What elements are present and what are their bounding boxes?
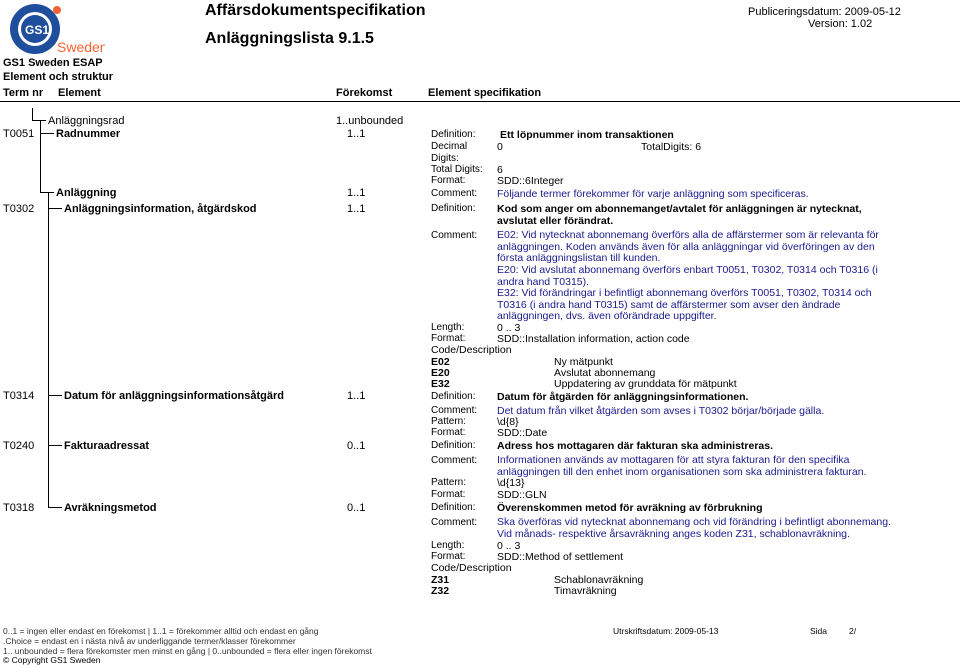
occurrence: 0..1: [347, 502, 366, 514]
occurrence: 1..1: [347, 203, 366, 215]
code: Z31: [431, 574, 450, 586]
col-term-nr: Term nr: [3, 87, 44, 99]
esap-label: GS1 Sweden ESAP: [3, 57, 103, 69]
definition-label: Definition:: [431, 129, 476, 140]
total-digits-value: 6: [497, 164, 503, 176]
element-name: Anläggning: [56, 187, 117, 199]
occurrence: 1..1: [347, 128, 366, 140]
term-number: T0051: [3, 128, 35, 140]
document-subtitle: Anläggningslista 9.1.5: [205, 30, 374, 47]
element-name: Fakturaadressat: [64, 440, 149, 452]
length-label: Length:: [431, 322, 465, 333]
code-description: Avslutat abonnemang: [554, 367, 656, 379]
pattern-value: \d{13}: [497, 477, 525, 489]
tree-connector: [32, 108, 46, 121]
definition-text: Ett löpnummer inom transaktionen: [500, 129, 674, 141]
occurrence: 1..1: [347, 390, 366, 402]
definition-label: Definition:: [431, 440, 476, 451]
occurrence: 0..1: [347, 440, 366, 452]
tree-connector: [40, 134, 54, 193]
comment-text: Ska överföras vid nytecknat abonnemang och vid förändring i befintligt abonnemang. Vid månads- respektive årsavräkning anges koden Z31, schablonavräkning.: [497, 516, 891, 540]
tree-connector: [48, 446, 62, 508]
comment-label: Comment:: [431, 405, 478, 416]
publication-date: Publiceringsdatum: 2009-05-12: [748, 6, 901, 18]
definition-text: Adress hos mottagaren där fakturan ska administreras.: [497, 440, 774, 452]
term-number: T0318: [3, 502, 35, 514]
code-description: Uppdatering av grunddata för mätpunkt: [554, 378, 737, 390]
term-number: T0240: [3, 440, 35, 452]
format-value: SDD::GLN: [497, 489, 547, 501]
term-number: T0314: [3, 390, 35, 402]
element-name: Anläggningsinformation, åtgärdskod: [64, 203, 257, 215]
code: E02: [431, 356, 450, 368]
length-value: 0 .. 3: [497, 540, 521, 552]
format-label: Format:: [431, 489, 466, 500]
section-label: Element och struktur: [3, 71, 114, 83]
tree-connector: [48, 396, 62, 446]
col-element-spec: Element specifikation: [428, 87, 542, 99]
code: E32: [431, 378, 450, 390]
gs1-sweden-logo: [5, 2, 105, 57]
col-occurrence: Förekomst: [336, 87, 393, 99]
svg-text:GS1: GS1: [25, 23, 50, 37]
occurrence: 1..1: [347, 187, 366, 199]
copyright: © Copyright GS1 Sweden: [3, 655, 101, 665]
print-date: Utrskriftsdatum: 2009-05-13: [613, 626, 719, 636]
comment-label: Comment:: [431, 455, 478, 466]
comment-text: E20: Vid avslutat abonnemang överförs enbart T0051, T0302, T0314 och T0316 (i andra hand T0315).: [497, 264, 878, 288]
page-number: 2/: [849, 626, 857, 636]
comment-text: Det datum från vilket åtgärden som avses i T0302 börjar/började gälla.: [497, 405, 825, 417]
definition-label: Definition:: [431, 391, 476, 402]
element-name: Anläggningsrad: [48, 115, 125, 127]
totaldigits-value: TotalDigits: 6: [641, 141, 702, 153]
format-value: SDD::6Integer: [497, 175, 564, 187]
pattern-label: Pattern:: [431, 416, 467, 427]
element-name: Datum för anläggningsinformationsåtgärd: [64, 390, 285, 402]
total-digits-label: Total Digits:: [431, 164, 483, 175]
definition-text: Datum för åtgärden för anläggningsinformationen.: [497, 391, 749, 403]
element-name: Avräkningsmetod: [64, 502, 157, 514]
definition-text: Kod som anger om abonnemanget/avtalet för anläggningen är nytecknat, avslutat eller förändrat.: [497, 203, 862, 227]
definition-label: Definition:: [431, 502, 476, 513]
format-value: SDD::Date: [497, 427, 548, 439]
length-label: Length:: [431, 540, 465, 551]
footer-legend: 1.. unbounded = flera förekomster men minst en gång | 0..unbounded = flera eller ingen förekomst: [3, 646, 372, 656]
code-description-header: Code/Description: [431, 344, 512, 356]
comment-text: Följande termer förekommer för varje anläggning som specificeras.: [497, 188, 809, 200]
element-name: Radnummer: [56, 128, 121, 140]
occurrence: 1..unbounded: [336, 115, 404, 127]
footer-legend: 0..1 = ingen eller endast en förekomst | 1..1 = förekommer alltid och endast en gång: [3, 626, 319, 636]
document-version: Version: 1.02: [808, 18, 873, 30]
code: E20: [431, 367, 450, 379]
comment-text: Informationen används av mottagaren för att styra fakturan för den specifika anläggningen till den enhet inom organisationen som ska administrera fakturan.: [497, 454, 867, 478]
definition-text: Överenskommen metod för avräkning av förbrukning: [497, 502, 763, 514]
format-value: SDD::Method of settlement: [497, 551, 624, 563]
code-description-header: Code/Description: [431, 562, 512, 574]
pattern-value: \d{8}: [497, 416, 519, 428]
format-label: Format:: [431, 333, 466, 344]
comment-text: E02: Vid nytecknat abonnemang överförs alla de affärstermer som är relevanta för anläggningen. Koden används även för alla anläggningar vid överföringen av den första anläggningslistan till kunden.: [497, 229, 879, 264]
format-label: Format:: [431, 427, 466, 438]
format-value: SDD::Installation information, action code: [497, 333, 690, 345]
format-label: Format:: [431, 551, 466, 562]
length-value: 0 .. 3: [497, 322, 521, 334]
code-description: Ny mätpunkt: [554, 356, 613, 368]
code-description: Schablonavräkning: [554, 574, 644, 586]
decimal-value: 0: [497, 141, 503, 153]
format-label: Format:: [431, 175, 466, 186]
term-number: T0302: [3, 203, 35, 215]
col-element: Element: [58, 87, 101, 99]
comment-text: E32: Vid förändringar i befintligt abonnemang överförs T0051, T0302, T0314 och T0316 (i andra hand T0315) samt de affärstermer som avser den ändrade anläggningen, dvs. även oförändrade uppgifter.: [497, 287, 872, 322]
footer-legend: .Choice = endast en i nästa nivå av underliggande termer/klasser förekommer: [3, 636, 296, 646]
definition-label: Definition:: [431, 203, 476, 214]
svg-text:Sweden: Sweden: [57, 39, 105, 55]
decimal-label: Decimal: [431, 141, 468, 152]
document-title: Affärsdokumentspecifikation: [205, 2, 426, 19]
page-label: Sida: [810, 626, 828, 636]
comment-label: Comment:: [431, 517, 478, 528]
comment-label: Comment:: [431, 230, 478, 241]
code: Z32: [431, 585, 450, 597]
code-description: Timavräkning: [554, 585, 617, 597]
pattern-label: Pattern:: [431, 477, 467, 488]
comment-label: Comment:: [431, 188, 478, 199]
digits-label: Digits:: [431, 153, 459, 164]
tree-connector: [48, 209, 62, 396]
